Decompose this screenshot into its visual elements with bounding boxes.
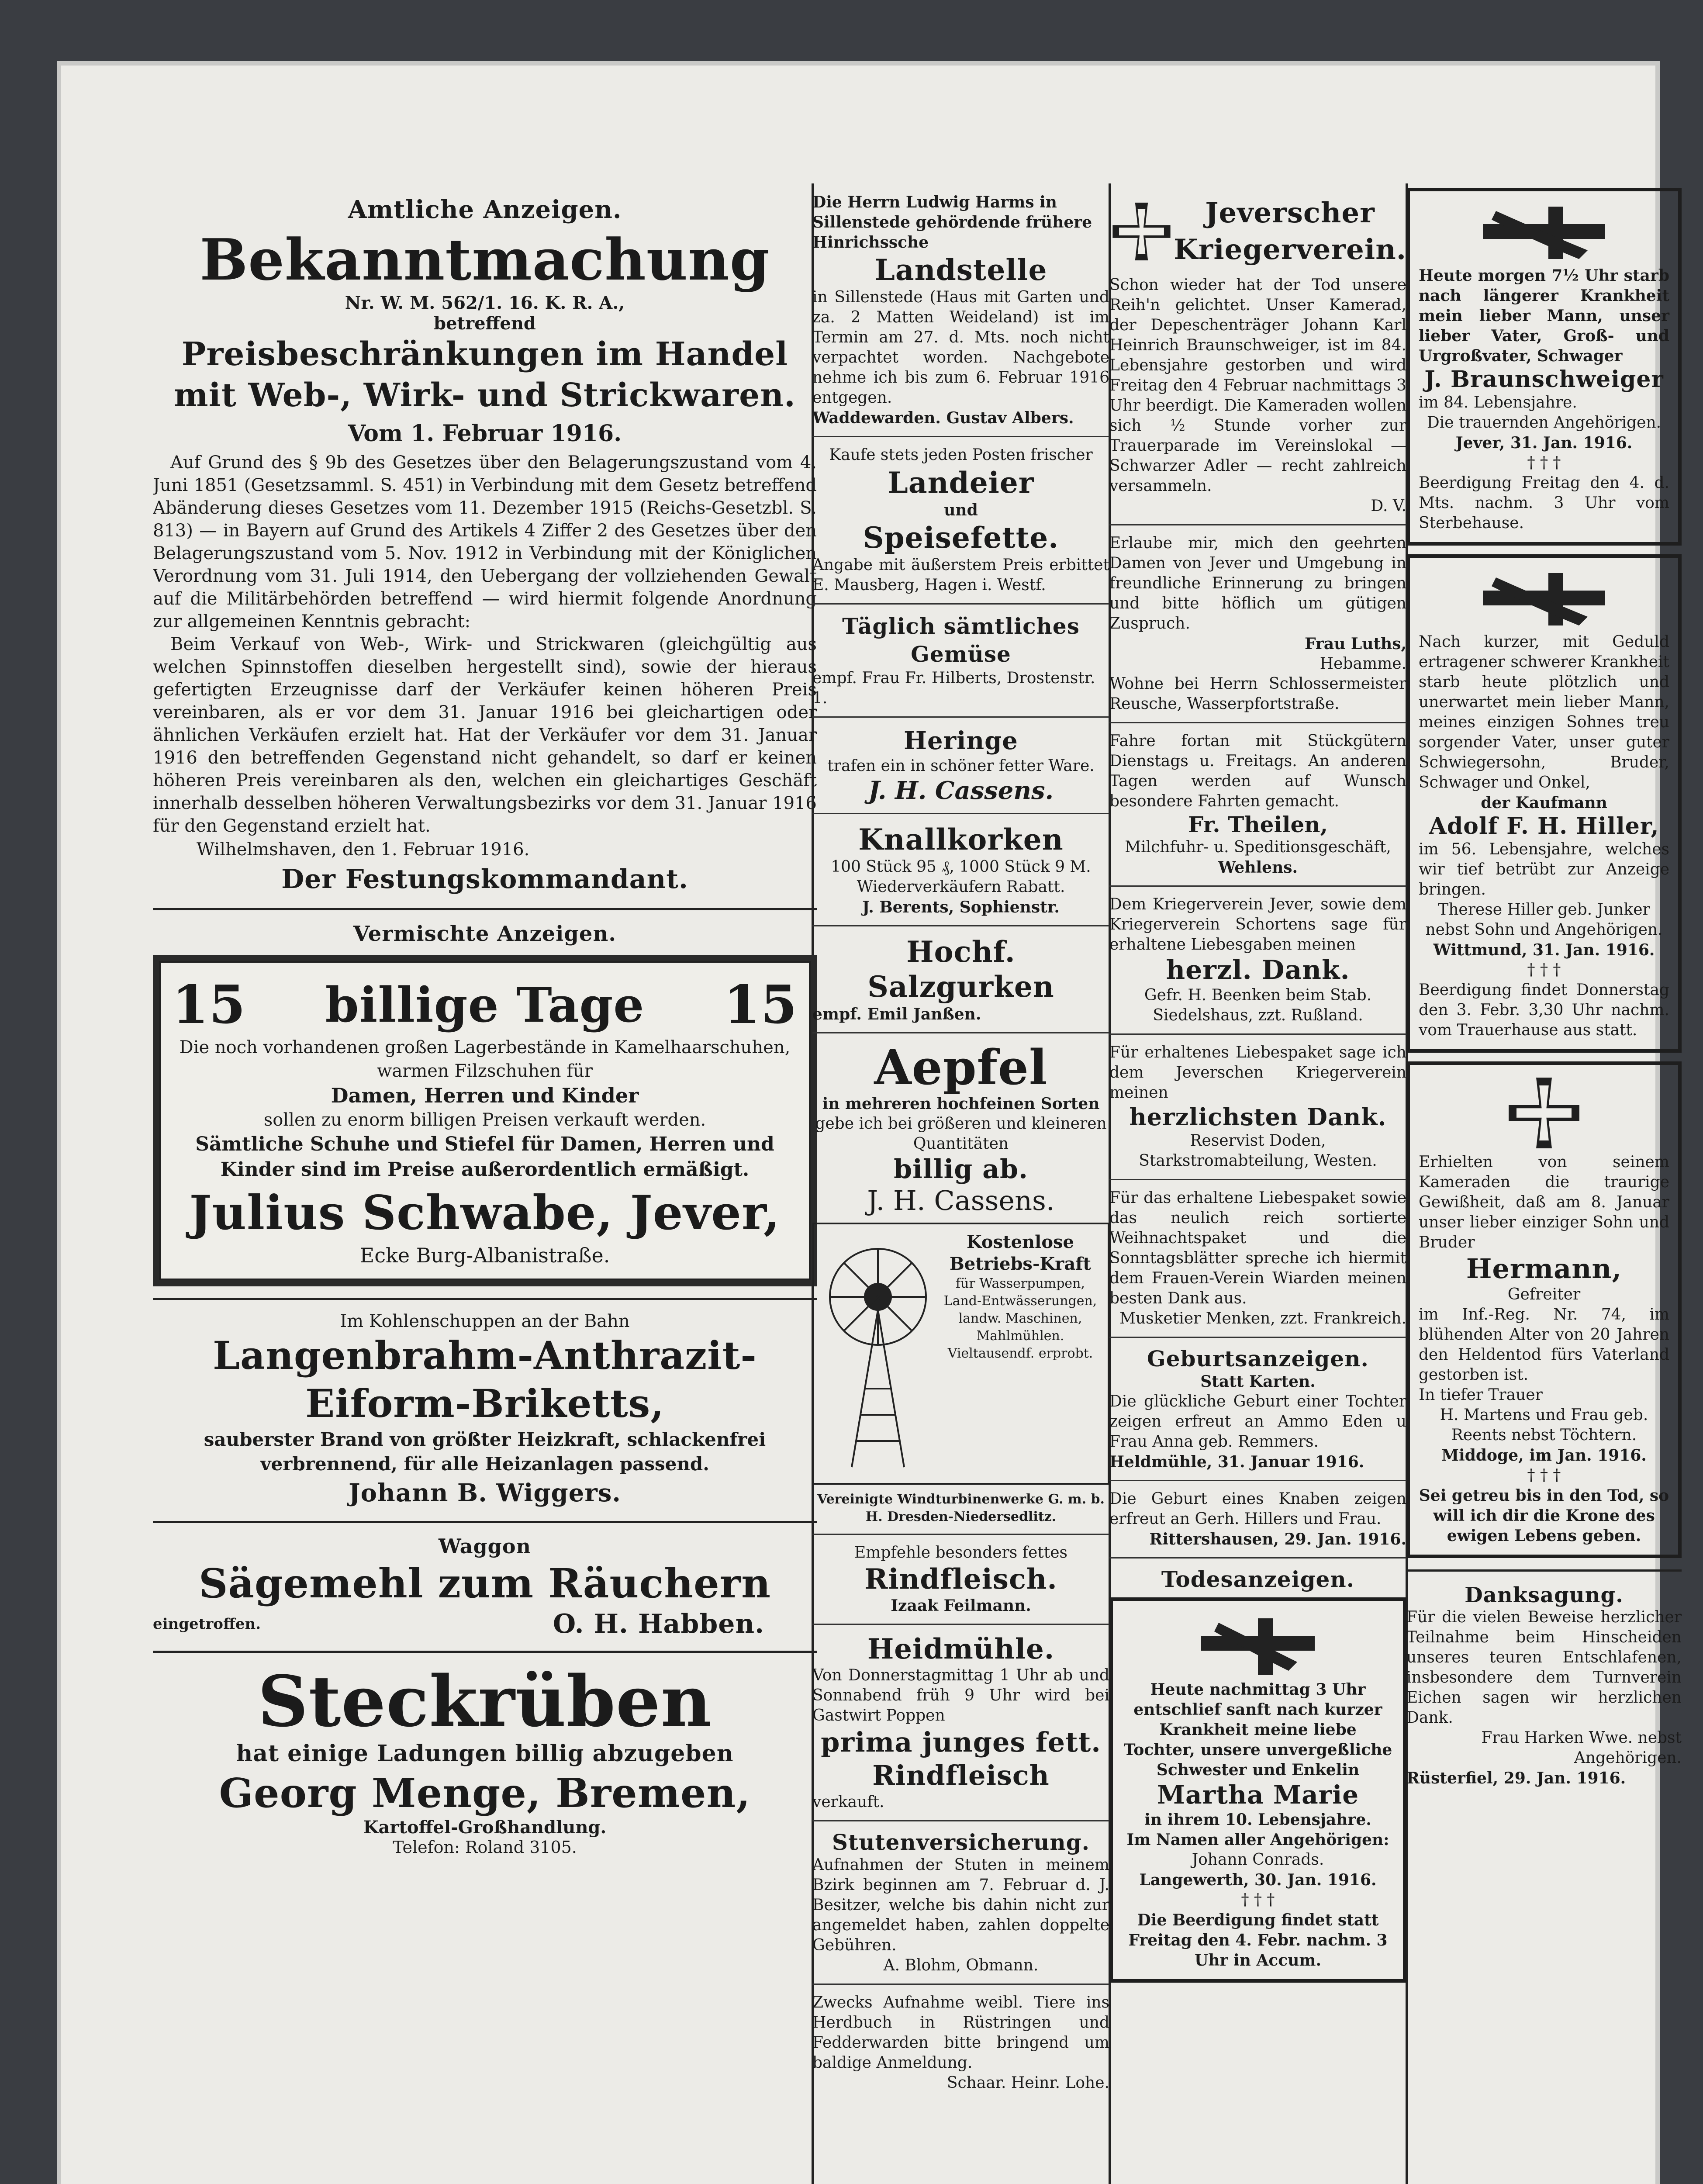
birth2-body: Die Geburt eines Knaben zeigen erfreut an Gerh. Hillers und Frau.	[1109, 1490, 1406, 1528]
ad15-text1: Die noch vorhandenen großen Lagerbestände in Kamelhaarschuhen, warmen Filzschuhen für	[179, 1037, 791, 1081]
mourning-cross-icon	[1474, 200, 1614, 266]
windmill-icon	[821, 1231, 935, 1476]
divider	[1109, 1179, 1406, 1180]
midwife-addr: Wohne bei Herrn Schlossermeister Reusche, Wasserpfortstraße.	[1109, 675, 1406, 713]
notice-date: Vom 1. Februar 1916.	[348, 420, 622, 447]
ad1-sign: Waddewarden. Gustav Albers.	[812, 409, 1074, 427]
d2-burial: Beerdigung findet Donnerstag den 3. Febr. 3,30 Uhr nachm. vom Trauerhause aus statt.	[1419, 981, 1669, 1039]
divider	[1109, 1480, 1406, 1481]
ad15-addr: Ecke Burg-Albanistraße.	[359, 1244, 610, 1267]
death-namen: Im Namen aller Angehörigen:	[1126, 1831, 1389, 1849]
notice-signature: Der Festungskommandant.	[281, 864, 688, 895]
ad1-title: Landstelle	[874, 253, 1047, 287]
d3-name: Hermann,	[1466, 1253, 1622, 1285]
ad15-number-left: 15	[172, 974, 246, 1036]
ad8-head: Kostenlose Betriebs-Kraft	[950, 1232, 1091, 1274]
divider	[1109, 1337, 1406, 1338]
divider	[812, 1534, 1109, 1535]
ship-body: Fahre fortan mit Stückgütern Dienstags u. Freitags. An anderen Tagen werden auf Wunsch besondere Fahrten gemacht.	[1109, 732, 1406, 810]
ship-role: Milchfuhr- u. Speditionsgeschäft,	[1125, 838, 1391, 856]
column-club	[1109, 122, 1406, 2167]
thanks1-title: herzl. Dank.	[1166, 955, 1350, 985]
death-sign: Johann Conrads.	[1192, 1851, 1324, 1869]
ad9-intro: Empfehle besonders fettes	[854, 1544, 1068, 1562]
thanks-title: Danksagung.	[1465, 1583, 1624, 1607]
coal-firm: Johann B. Wiggers.	[349, 1479, 621, 1507]
divider	[153, 1521, 817, 1523]
mourning-cross-icon	[1474, 567, 1614, 632]
death-burial: Die Beerdigung findet statt Freitag den 4. Febr. nachm. 3 Uhr in Accum.	[1128, 1911, 1388, 1970]
ad1-body: in Sillenstede (Haus mit Garten und za. 2 Matten Weideland) ist im Termin am 27. d. Mts. noch nicht verpachtet worden. Nachgebote nehme ich bis zum 6. Februar 1916 entgegen.	[812, 288, 1109, 407]
divider	[1109, 1557, 1406, 1559]
thanks2-sign: Reservist Doden, Starkstromabteilung, Westen.	[1139, 1132, 1377, 1170]
ad-15-days	[153, 955, 817, 1286]
divider	[812, 813, 1109, 814]
notice-para2: Beim Verkauf von Web-, Wirk- und Strickwaren (gleichgültig aus welchen Spinnstoffen dieselben hergestellt sind), sowie der hieraus gefertigten Erzeugnisse darf der Verkäufer keinen höheren Preis vereinbaren, als er vor dem 31. Januar 1916 bei gleichartigen oder ähnlichen Verkäufen erzielt hat. Hat der Verkäufer vor dem 31. Januar 1916 den betreffenden Gegenstand nicht gehandelt, so darf er keinen höheren Preis vereinbaren als den, welchen ein gleichartiges Geschäft innerhalb desselben höheren Verwaltungsbezirks vor dem 31. Januar 1916 für den Gegenstand erzielt hat.	[153, 634, 817, 836]
notice-title: Bekanntmachung	[200, 226, 770, 293]
d1-mourn: Die trauernden Angehörigen.	[1427, 414, 1662, 432]
thanks3-body: Für das erhaltene Liebespaket sowie das neulich reich sortierte Weihnachtspaket und die Sonntagsblätter spreche ich hiermit dem Frauen-Verein Wiarden meinen besten Dank aus.	[1109, 1189, 1406, 1307]
divider	[812, 436, 1109, 437]
divider	[153, 1298, 817, 1300]
d3-trauer: In tiefer Trauer	[1419, 1386, 1543, 1404]
divider	[812, 603, 1109, 605]
thanks-sign: Frau Harken Wwe. nebst Angehörigen.	[1481, 1729, 1682, 1767]
notice-subject: Preisbeschränkungen im Handel mit Web-, Wirk- und Strickwaren.	[174, 335, 796, 414]
ship-name: Fr. Theilen,	[1188, 812, 1328, 837]
ad2-title2: Speisefette.	[863, 521, 1059, 555]
ad6-title: Hochf. Salzgurken	[867, 935, 1054, 1004]
divider	[1109, 524, 1406, 525]
d2-age: im 56. Lebensjahre, welches wir tief betrübt zur Anzeige bringen.	[1419, 840, 1669, 898]
midwife-name: Frau Luths,	[1304, 635, 1406, 653]
death-place: Langewerth, 30. Jan. 1916.	[1139, 1871, 1377, 1889]
divider	[1109, 885, 1406, 887]
d1-body: Heute morgen 7½ Uhr starb nach längerer Krankheit mein lieber Mann, unser lieber Vater, Groß- und Urgroßvater, Schwager	[1419, 266, 1669, 365]
divider	[812, 925, 1109, 926]
ad8-windmill	[812, 1223, 1109, 1485]
ad15-title: billige Tage	[325, 977, 645, 1033]
steck-title: Steckrüben	[257, 1660, 712, 1742]
ad15-text2: Damen, Herren und Kinder	[331, 1084, 639, 1107]
ad3-title: Täglich sämtliches Gemüse	[842, 613, 1080, 667]
column-obituaries	[1406, 122, 1682, 2167]
ad2-body: Angabe mit äußerstem Preis erbittet E. Mausberg, Hagen i. Westf.	[812, 556, 1109, 594]
death-notice-hermann	[1406, 1061, 1682, 1558]
mourning-cross-icon	[1192, 1610, 1323, 1679]
club-header	[1109, 188, 1406, 275]
column-official	[153, 122, 817, 2167]
ad10-note: verkauft.	[812, 1793, 884, 1811]
column-ads	[812, 122, 1109, 2167]
thanks-place: Rüsterfiel, 29. Jan. 1916.	[1406, 1769, 1626, 1787]
ad7-price: billig ab.	[894, 1154, 1028, 1185]
notice-place: Wilhelmshaven, den 1. Februar 1916.	[197, 840, 530, 860]
birth-statt: Statt Karten.	[1200, 1372, 1316, 1391]
d2-crosses: † † †	[1527, 961, 1561, 979]
d3-rank: Gefreiter	[1507, 1286, 1581, 1303]
d1-burial: Beerdigung Freitag den 4. d. Mts. nachm. 3 Uhr vom Sterbehause.	[1419, 474, 1669, 532]
steck-tel: Telefon: Roland 3105.	[393, 1838, 577, 1857]
ad12-sign: Schaar. Heinr. Lohe.	[946, 2074, 1109, 2092]
death-age: in ihrem 10. Lebensjahre.	[1144, 1811, 1371, 1829]
steck-text: hat einige Ladungen billig abzugeben	[236, 1740, 734, 1767]
steck-firm: Georg Menge, Bremen,	[219, 1769, 751, 1817]
birth-header: Geburtsanzeigen.	[1147, 1346, 1369, 1372]
ad11-title: Stutenversicherung.	[832, 1829, 1090, 1855]
d3-verse: Sei getreu bis in den Tod, so will ich dir die Krone des ewigen Lebens geben.	[1419, 1486, 1669, 1545]
d2-body: Nach kurzer, mit Geduld ertragener schwerer Krankheit starb heute plötzlich und unerwartet mein lieber Mann, meines einzigen Sohnes treu sorgender Vater, unser guter Schwiegersohn, Bruder, Schwager und Onkel,	[1419, 633, 1669, 791]
ad6-sign: empf. Emil Janßen.	[812, 1005, 981, 1023]
d3-unit: im Inf.-Reg. Nr. 74, im blühenden Alter von 20 Jahren den Heldentod fürs Vaterland gestorben ist.	[1419, 1306, 1669, 1384]
d3-body: Erhielten von seinem Kameraden die traurige Gewißheit, daß am 8. Januar unser lieber einziger Sohn und Bruder	[1419, 1153, 1669, 1251]
thanks3-sign: Musketier Menken, zzt. Frankreich.	[1119, 1310, 1406, 1327]
divider	[1109, 1033, 1406, 1035]
divider	[153, 1651, 817, 1653]
club-body: Schon wieder hat der Tod unsere Reih'n gelichtet. Unser Kamerad, der Depeschenträger Johann Karl Heinrich Braunschweiger, ist im 84. Lebensjahre gestorben und wird Freitag den 4 Februar nachmittags 3 Uhr beerdigt. Die Kameraden wollen sich ½ Stunde vorher zur Trauerparade im Vereinslokal — Schwarzer Adler — recht zahlreich versammeln.	[1109, 276, 1406, 495]
ad15-text3: sollen zu enorm billigen Preisen verkauft werden.	[263, 1110, 706, 1130]
divider	[812, 716, 1109, 718]
waggon-label: Waggon	[439, 1534, 531, 1558]
d2-place: Wittmund, 31. Jan. 1916.	[1433, 941, 1655, 959]
ad3-sign: empf. Frau Fr. Hilberts, Drostenstr. 1.	[812, 669, 1095, 707]
ad5-sign: J. Berents, Sophienstr.	[862, 898, 1060, 916]
club-title: Jeverscher Kriegerverein.	[1173, 197, 1406, 266]
ad2-und: und	[944, 501, 978, 519]
ad1-text: Die Herrn Ludwig Harms in Sillenstede gehördende frühere Hinrichssche	[812, 193, 1092, 252]
d3-place: Middoge, im Jan. 1916.	[1441, 1446, 1647, 1465]
official-header: Amtliche Anzeigen.	[348, 195, 622, 224]
ad2-title1: Landeier	[888, 466, 1034, 500]
ad9-sign: Izaak Feilmann.	[891, 1597, 1031, 1615]
ad7-body: gebe ich bei größeren und kleineren Quantitäten	[815, 1115, 1107, 1153]
ad8-body: für Wasserpumpen, Land-Entwässerungen, landw. Maschinen, Mahlmühlen. Vieltausendf. erprobt.	[943, 1276, 1097, 1361]
death-notice-hiller	[1406, 554, 1682, 1053]
d2-role: der Kaufmann	[1481, 794, 1607, 812]
saw-title: Sägemehl zum Räuchern	[198, 1560, 771, 1607]
ad11-sign: A. Blohm, Obmann.	[883, 1956, 1039, 1974]
divider	[812, 1984, 1109, 1985]
coal-intro: Im Kohlenschuppen an der Bahn	[340, 1311, 630, 1331]
death-crosses: † † †	[1241, 1891, 1275, 1909]
steck-sub: Kartoffel-Großhandlung.	[363, 1817, 607, 1838]
d2-sign: Therese Hiller geb. Junker nebst Sohn und Angehörigen.	[1425, 901, 1663, 939]
saw-firm: O. H. Habben.	[553, 1609, 764, 1639]
thanks-body: Für die vielen Beweise herzlicher Teilnahme beim Hinscheiden unseres teuren Entschlafenen, insbesondere dem Turnverein Eichen sagen wir herzlichen Dank.	[1406, 1608, 1682, 1727]
ad7-title: Aepfel	[874, 1039, 1048, 1095]
d1-crosses: † † †	[1527, 454, 1561, 472]
ad15-firm: Julius Schwabe, Jever,	[189, 1185, 781, 1241]
notice-para1: Auf Grund des § 9b des Gesetzes über den Belagerungszustand vom 4. Juni 1851 (Gesetzsamml. S. 451) in Verbindung mit dem Gesetz betreffend Abänderung dieses Gesetzes vom 11. Dezember 1915 (Reichs-Gesetzbl. S. 813) — in Bayern auf Grund des Artikels 4 Ziffer 2 des Gesetzes über den Belagerungszustand vom 5. Nov. 1912 in Verbindung mit der Königlichen Verordnung vom 31. Juli 1914, den Uebergang der vollziehenden Gewalt auf die Militärbehörden betreffend — wird hiermit folgende Anordnung zur allgemeinen Kenntnis gebracht:	[153, 453, 817, 632]
divider	[1109, 722, 1406, 723]
divider	[812, 1820, 1109, 1821]
ad11-body: Aufnahmen der Stuten in meinem Bzirk beginnen am 7. Februar d. J. Besitzer, welche bis dahin nicht zur angemeldet haben, zahlen doppelte Gebühren.	[812, 1856, 1109, 1954]
ad4-firm: J. H. Cassens.	[868, 776, 1054, 805]
thanks1-body: Dem Kriegerverein Jever, sowie dem Kriegerverein Schortens sage für erhaltene Liebesgaben meinen	[1109, 895, 1406, 954]
notice-betreffend: betreffend	[434, 313, 536, 334]
ad2-intro: Kaufe stets jeden Posten frischer	[829, 446, 1093, 464]
death-body: Heute nachmittag 3 Uhr entschlief sanft nach kurzer Krankheit meine liebe Tochter, unsere unvergeßliche Schwester und Enkelin	[1123, 1680, 1392, 1779]
notice-ref: Nr. W. M. 562/1. 16. K. R. A.,	[345, 293, 625, 313]
d3-crosses: † † †	[1527, 1466, 1561, 1484]
d1-place: Jever, 31. Jan. 1916.	[1455, 434, 1633, 452]
ad4-body: trafen ein in schöner fetter Ware.	[827, 757, 1095, 775]
ad9-title: Rindfleisch.	[864, 1563, 1057, 1596]
thanks1-sign: Gefr. H. Beenken beim Stab. Siedelshaus, zzt. Rußland.	[1144, 986, 1372, 1024]
divider	[812, 1624, 1109, 1625]
iron-cross-icon	[1505, 1074, 1583, 1152]
midwife-body: Erlaube mir, mich den geehrten Damen von Jever und Umgebung in freundliche Erinnerung zu bringen und bitte höflich um gütigen Zuspruch.	[1109, 534, 1406, 632]
ad7-firm: J. H. Cassens.	[867, 1185, 1055, 1216]
ad10-title2: prima junges fett. Rindfleisch	[821, 1726, 1101, 1791]
ad7-sub: in mehreren hochfeinen Sorten	[822, 1095, 1100, 1113]
thanks2-title: herzlichsten Dank.	[1129, 1103, 1387, 1131]
ad15-number-right: 15	[723, 974, 798, 1036]
ad12-body: Zwecks Aufnahme weibl. Tiere ins Herdbuch in Rüstringen und Fedderwarden bitte bringend um baldige Anmeldung.	[812, 1994, 1109, 2072]
birth-body: Die glückliche Geburt einer Tochter zeigen erfreut an Ammo Eden u Frau Anna geb. Remmers.	[1109, 1393, 1406, 1451]
death-notice-braunschweiger	[1406, 188, 1682, 546]
divider	[812, 1032, 1109, 1033]
mixed-header: Vermischte Anzeigen.	[353, 922, 617, 946]
ad8-firm: Vereinigte Windturbinenwerke G. m. b. H. Dresden-Niedersedlitz.	[817, 1492, 1105, 1524]
ad10-body: Von Donnerstagmittag 1 Uhr ab und Sonnabend früh 9 Uhr wird bei Gastwirt Poppen	[812, 1666, 1109, 1724]
ship-place: Wehlens.	[1218, 858, 1298, 877]
ad5-body: 100 Stück 95 ₰, 1000 Stück 9 M. Wiederverkäufern Rabatt.	[831, 858, 1091, 896]
midwife-role: Hebamme.	[1320, 655, 1406, 673]
club-sign: D. V.	[1371, 497, 1406, 515]
ad10-title: Heidmühle.	[867, 1633, 1055, 1666]
ad5-title: Knallkorken	[858, 822, 1064, 857]
divider	[153, 908, 817, 910]
death-header: Todesanzeigen.	[1161, 1566, 1355, 1592]
death-name: Martha Marie	[1157, 1780, 1359, 1810]
thanks2-body: Für erhaltenes Liebespaket sage ich dem Jeverschen Kriegerverein meinen	[1109, 1044, 1406, 1102]
d2-name: Adolf F. H. Hiller,	[1429, 813, 1659, 840]
d3-sign: H. Martens und Frau geb. Reents nebst Töchtern.	[1440, 1406, 1648, 1444]
death-notice-martha	[1109, 1597, 1406, 1983]
divider	[1406, 1569, 1682, 1572]
iron-cross-icon	[1109, 188, 1174, 275]
d1-name: J. Braunschweiger	[1424, 366, 1664, 393]
ad4-title: Heringe	[904, 726, 1018, 755]
birth-place: Heldmühle, 31. Januar 1916.	[1109, 1453, 1364, 1471]
coal-text: sauberster Brand von größter Heizkraft, schlackenfrei verbrennend, für alle Heizanlagen passend.	[204, 1429, 766, 1475]
d1-age: im 84. Lebensjahre.	[1419, 394, 1577, 411]
ad15-text4: Sämtliche Schuhe und Stiefel für Damen, Herren und Kinder sind im Preise außerordentlich ermäßigt.	[195, 1133, 774, 1181]
birth2-place: Rittershausen, 29. Jan. 1916.	[1149, 1530, 1406, 1548]
saw-note: eingetroffen.	[153, 1615, 261, 1633]
coal-title: Langenbrahm-Anthrazit-Eiform-Briketts,	[213, 1333, 757, 1426]
